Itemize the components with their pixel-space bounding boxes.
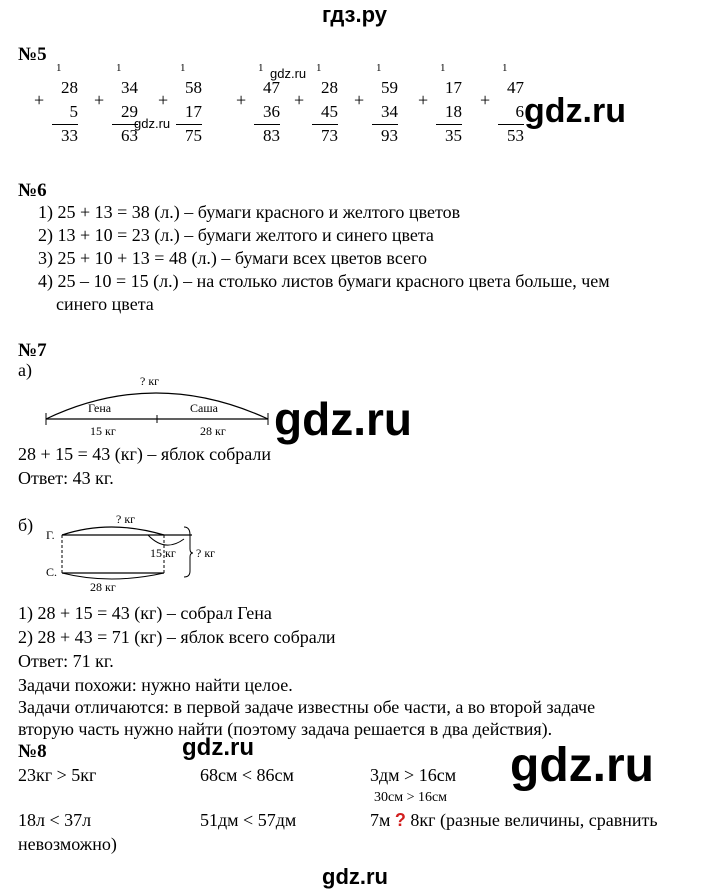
addend-1: 34 (121, 78, 138, 97)
task6-line-4: 4) 25 – 10 = 15 (л.) – на столько листов бумаги красного цвета больше, чем (38, 271, 610, 291)
task6-line-5: синего цвета (56, 294, 154, 314)
carry-digit: 1 (502, 62, 508, 74)
diagram-b-s: С. (46, 565, 58, 579)
plus-sign: + (294, 90, 305, 110)
task8-cmp-5: 51дм < 57дм (200, 810, 297, 830)
sum-line (498, 124, 524, 125)
task6-line-2: 2) 13 + 10 = 23 (л.) – бумаги желтого и синего цвета (38, 225, 434, 245)
diagram-b-bottom: 28 кг (90, 580, 116, 594)
watermark: gdz.ru (270, 66, 307, 81)
diagram-b-g: Г. (46, 528, 55, 542)
task7b-line-1: 1) 28 + 15 = 43 (кг) – собрал Гена (18, 603, 272, 623)
sum: 75 (185, 126, 202, 145)
task7b-line-5: Задачи отличаются: в первой задаче известны обе части, а во второй задаче (18, 697, 596, 717)
addend-1: 59 (381, 78, 398, 97)
sum-line (372, 124, 398, 125)
sum: 93 (381, 126, 398, 145)
diagram-a-left-value: 15 кг (90, 424, 116, 438)
task7b-label: б) (18, 515, 34, 535)
addend-1: 47 (263, 78, 280, 97)
task8-line-3: невозможно) (18, 834, 117, 854)
task7a-line-1: 28 + 15 = 43 (кг) – яблок собрали (18, 444, 272, 464)
task8-cmp-6-right: 8кг (разные величины, сравнить (410, 810, 658, 830)
sum: 33 (61, 126, 78, 145)
task7b-line-6: вторую часть нужно найти (поэтому задача решается в два действия). (18, 719, 553, 739)
carry-digit: 1 (56, 62, 62, 74)
plus-sign: + (158, 90, 169, 110)
question-mark: ? (394, 810, 406, 830)
task8-cmp-6-left: 7м (370, 810, 391, 830)
addend-2: 29 (121, 102, 138, 121)
addend-2: 18 (445, 102, 462, 121)
sum-line (254, 124, 280, 125)
task5-title: №5 (18, 44, 47, 65)
diagram-a-total: ? кг (140, 374, 160, 388)
sum-line (436, 124, 462, 125)
addend-2: 45 (321, 102, 338, 121)
diagram-b-total: ? кг (196, 546, 216, 560)
plus-sign: + (418, 90, 429, 110)
sum: 35 (445, 126, 462, 145)
task8-cmp-1: 23кг > 5кг (18, 765, 97, 785)
plus-sign: + (94, 90, 105, 110)
watermark: gdz.ru (274, 393, 412, 445)
carry-digit: 1 (116, 62, 122, 74)
diagram-a-right-value: 28 кг (200, 424, 226, 438)
task7b-answer: Ответ: 71 кг. (18, 651, 114, 671)
watermark: gdz.ru (524, 92, 626, 130)
addend-2: 36 (263, 102, 280, 121)
addend-1: 17 (445, 78, 462, 97)
diagram-b-top: ? кг (116, 512, 136, 526)
watermark: gdz.ru (134, 116, 171, 131)
diagram-a-gena: Гена (88, 401, 112, 415)
task7b-line-4: Задачи похожи: нужно найти целое. (18, 675, 293, 695)
watermark: gdz.ru (322, 864, 388, 889)
carry-digit: 1 (440, 62, 446, 74)
task8-cmp-6 (370, 810, 658, 831)
addend-2: 5 (69, 102, 78, 121)
plus-sign: + (354, 90, 365, 110)
addend-1: 28 (321, 78, 338, 97)
carry-digit: 1 (258, 62, 264, 74)
plus-sign: + (34, 90, 45, 110)
addend-1: 58 (185, 78, 202, 97)
site-header: гдз.ру (322, 2, 387, 27)
carry-digit: 1 (376, 62, 382, 74)
plus-sign: + (236, 90, 247, 110)
addend-1: 47 (507, 78, 524, 97)
task7a-answer: Ответ: 43 кг. (18, 468, 114, 488)
task8-cmp-3: 3дм > 16см (370, 765, 457, 785)
watermark: gdz.ru (510, 739, 654, 792)
task8-note: 30см > 16см (374, 790, 448, 805)
carry-digit: 1 (316, 62, 322, 74)
task6-title: №6 (18, 180, 47, 201)
task8-cmp-4: 18л < 37л (18, 810, 92, 830)
diagram-a-sasha: Саша (190, 401, 218, 415)
addend-2: 17 (185, 102, 202, 121)
diagram-a (40, 375, 280, 440)
carry-digit: 1 (180, 62, 186, 74)
task6-line-3: 3) 25 + 10 + 13 = 48 (л.) – бумаги всех цветов всего (38, 248, 427, 268)
sum: 63 (121, 126, 138, 145)
sum-line (176, 124, 202, 125)
sum-line (52, 124, 78, 125)
sum: 83 (263, 126, 280, 145)
watermark: gdz.ru (182, 734, 254, 761)
sum: 73 (321, 126, 338, 145)
addend-1: 28 (61, 78, 78, 97)
sum: 53 (507, 126, 524, 145)
task7a-label: а) (18, 360, 32, 380)
plus-sign: + (480, 90, 491, 110)
sum-line (312, 124, 338, 125)
addend-2: 6 (515, 102, 524, 121)
task8-title: №8 (18, 741, 47, 762)
task7-title: №7 (18, 340, 47, 361)
task6-line-1: 1) 25 + 13 = 38 (л.) – бумаги красного и желтого цветов (38, 202, 461, 222)
addend-2: 34 (381, 102, 398, 121)
task8-cmp-2: 68см < 86см (200, 765, 294, 785)
diagram-b-extra: 15 кг (150, 546, 176, 560)
task7b-line-2: 2) 28 + 43 = 71 (кг) – яблок всего собрали (18, 627, 336, 647)
